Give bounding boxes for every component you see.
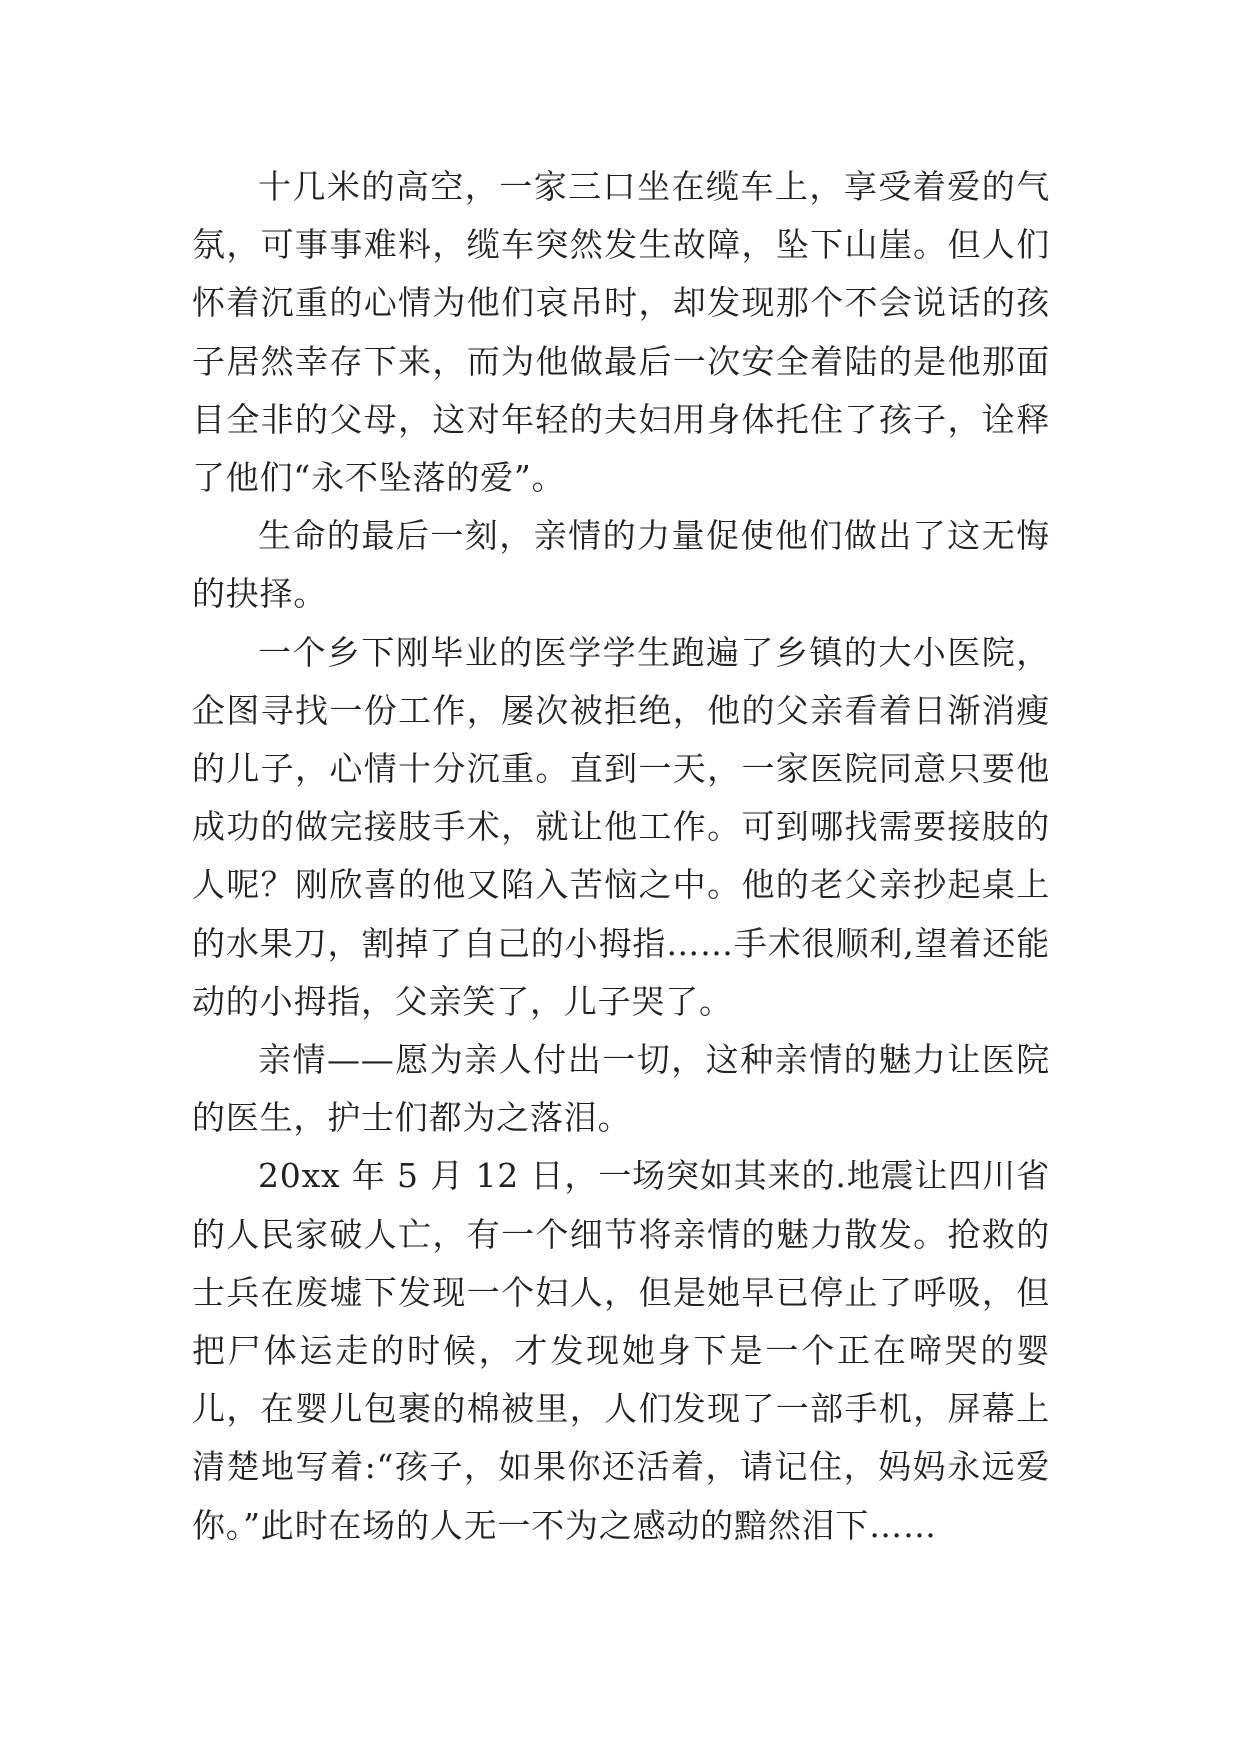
paragraph-family-love: 亲情——愿为亲人付出一切，这种亲情的魅力让医院的医生，护士们都为之落泪。	[192, 1040, 1050, 1138]
paragraph-choice: 生命的最后一刻，亲情的力量促使他们做出了这无悔的抉择。	[192, 516, 1050, 614]
paragraph-earthquake: 20xx 年 5 月 12 日，一场突如其来的.地震让四川省的人民家破人亡，有一个细节将亲情的魅力散发。抢救的士兵在废墟下发现一个妇人，但是她早已停止了呼吸，但把尸体运走的时候，才发现她身下是一个正在啼哭的婴儿，在婴儿包裹的棉被里，人们发现了一部手机，屏幕上清楚地写着:“孩子，如果你还活着，请记住，妈妈永远爱你。”此时在场的人无一不为之感动的黯然泪下……	[192, 1156, 1050, 1545]
paragraph-father-finger: 一个乡下刚毕业的医学学生跑遍了乡镇的大小医院，企图寻找一份工作，屡次被拒绝，他的父亲看着日渐消瘦的儿子，心情十分沉重。直到一天，一家医院同意只要他成功的做完接肢手术，就让他工作。可到哪找需要接肢的人呢？刚欣喜的他又陷入苦恼之中。他的老父亲抄起桌上的水果刀，割掉了自己的小拇指……手术很顺利,望着还能动的小拇指，父亲笑了，儿子哭了。	[192, 632, 1050, 1021]
paragraph-cable-car: 十几米的高空，一家三口坐在缆车上，享受着爱的气氛，可事事难料，缆车突然发生故障，坠下山崖。但人们怀着沉重的心情为他们哀吊时，却发现那个不会说话的孩子居然幸存下来，而为他做最后一次安全着陆的是他那面目全非的父母，这对年轻的夫妇用身体托住了孩子，诠释了他们“永不坠落的爱”。	[192, 167, 1050, 498]
document-body	[192, 158, 1050, 1555]
